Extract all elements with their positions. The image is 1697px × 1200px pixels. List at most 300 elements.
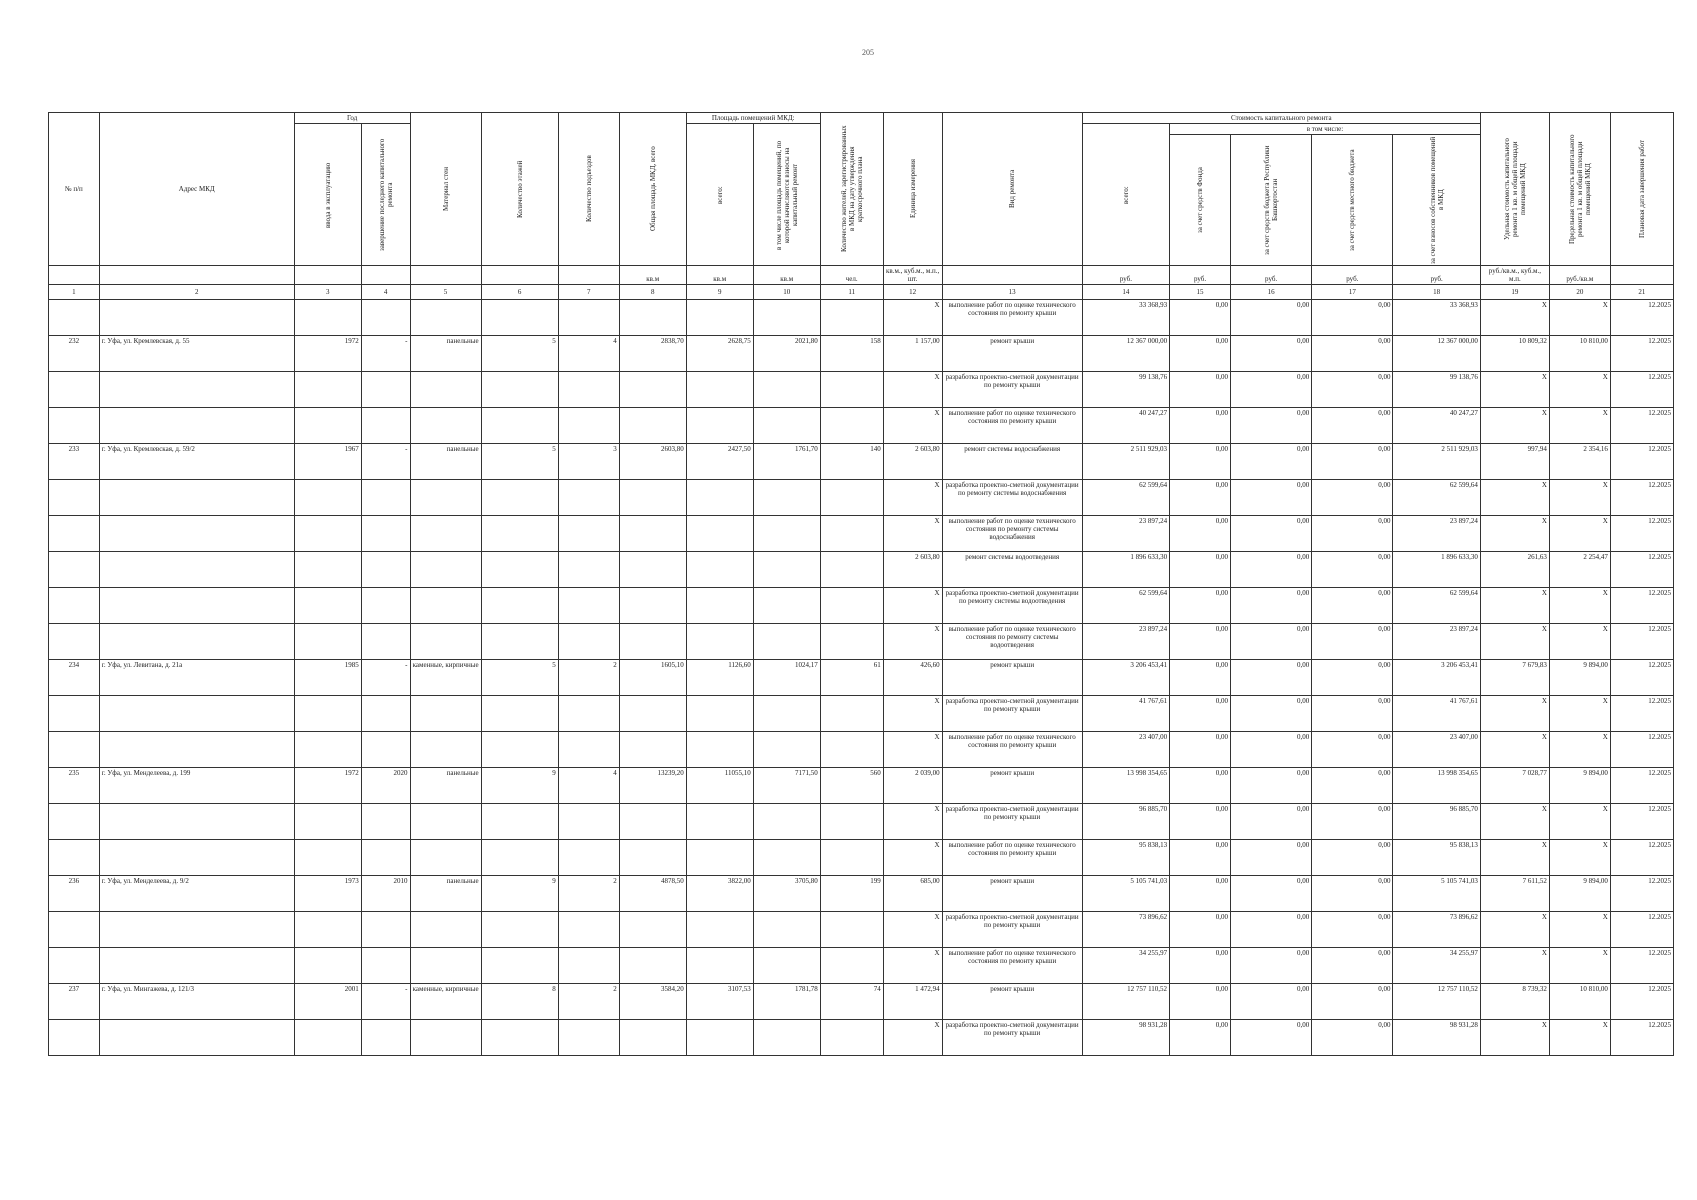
header-plan-date: Плановая дата завершения работ — [1610, 113, 1673, 266]
row-max-cost: X — [1549, 948, 1610, 984]
row-year-commission — [294, 696, 361, 732]
unit-cell: кв.м — [619, 266, 686, 285]
row-floors: 5 — [481, 444, 558, 480]
row-residents — [820, 948, 883, 984]
row-specific-cost: X — [1480, 912, 1549, 948]
row-wall-material — [410, 732, 481, 768]
row-total-area: 4878,50 — [619, 876, 686, 912]
row-plan-date: 12.2025 — [1610, 588, 1673, 624]
row-total-area — [619, 480, 686, 516]
row-unit-value: 1 472,94 — [883, 984, 942, 1020]
row-address — [99, 804, 294, 840]
table-row — [49, 624, 1674, 660]
row-residents: 560 — [820, 768, 883, 804]
row-cost-republic: 0,00 — [1230, 876, 1311, 912]
column-number: 13 — [942, 285, 1082, 300]
row-residents — [820, 372, 883, 408]
row-total-area — [619, 300, 686, 336]
row-floors: 5 — [481, 660, 558, 696]
row-cost-local: 0,00 — [1312, 588, 1393, 624]
row-year-commission — [294, 624, 361, 660]
row-premises-sub — [753, 732, 820, 768]
row-cost-owners: 98 931,28 — [1393, 1020, 1480, 1056]
row-work-type: разработка проектно-сметной документации по ремонту крыши — [942, 912, 1082, 948]
column-numbers-row — [49, 285, 1674, 300]
row-specific-cost: 261,63 — [1480, 552, 1549, 588]
table-row — [49, 552, 1674, 588]
row-address: г. Уфа, ул. Менделеева, д. 199 — [99, 768, 294, 804]
row-cost-fund: 0,00 — [1170, 840, 1231, 876]
row-cost-owners: 3 206 453,41 — [1393, 660, 1480, 696]
row-address — [99, 624, 294, 660]
header-num: № п/п — [49, 113, 100, 266]
row-year-last-repair — [361, 1020, 410, 1056]
row-work-type: разработка проектно-сметной документации по ремонту системы водоотведения — [942, 588, 1082, 624]
row-unit-value: 685,00 — [883, 876, 942, 912]
row-residents: 199 — [820, 876, 883, 912]
row-cost-total: 13 998 354,65 — [1082, 768, 1169, 804]
row-number — [49, 732, 100, 768]
row-premises-total — [686, 588, 753, 624]
row-work-type: выполнение работ по оценке технического состояния по ремонту крыши — [942, 732, 1082, 768]
row-unit-value: X — [883, 840, 942, 876]
row-cost-local: 0,00 — [1312, 768, 1393, 804]
row-cost-owners: 99 138,76 — [1393, 372, 1480, 408]
row-cost-owners: 41 767,61 — [1393, 696, 1480, 732]
row-max-cost: X — [1549, 696, 1610, 732]
row-year-commission — [294, 588, 361, 624]
row-premises-sub — [753, 804, 820, 840]
row-year-commission — [294, 552, 361, 588]
row-address — [99, 588, 294, 624]
row-max-cost: 2 254,47 — [1549, 552, 1610, 588]
row-cost-local: 0,00 — [1312, 840, 1393, 876]
row-max-cost: X — [1549, 516, 1610, 552]
row-premises-sub: 7171,50 — [753, 768, 820, 804]
row-address — [99, 480, 294, 516]
row-total-area — [619, 408, 686, 444]
row-year-commission — [294, 372, 361, 408]
header-max-cost: Предельная стоимость капитального ремонта 1 кв. м общей площади помещений МКД — [1549, 113, 1610, 266]
row-address: г. Уфа, ул. Менделеева, д. 9/2 — [99, 876, 294, 912]
row-year-commission: 2001 — [294, 984, 361, 1020]
row-residents: 61 — [820, 660, 883, 696]
row-plan-date: 12.2025 — [1610, 912, 1673, 948]
row-unit-value: 2 603,80 — [883, 552, 942, 588]
row-premises-total — [686, 804, 753, 840]
row-cost-republic: 0,00 — [1230, 336, 1311, 372]
row-cost-owners: 23 897,24 — [1393, 624, 1480, 660]
row-year-commission — [294, 1020, 361, 1056]
row-cost-local: 0,00 — [1312, 552, 1393, 588]
row-unit-value: X — [883, 732, 942, 768]
column-number: 1 — [49, 285, 100, 300]
row-premises-total: 2427,50 — [686, 444, 753, 480]
row-cost-local: 0,00 — [1312, 444, 1393, 480]
row-number — [49, 408, 100, 444]
row-floors: 9 — [481, 768, 558, 804]
row-year-last-repair — [361, 588, 410, 624]
header-entrances: Количество подъездов — [558, 113, 619, 266]
table-row — [49, 588, 1674, 624]
row-cost-fund: 0,00 — [1170, 408, 1231, 444]
row-cost-total: 98 931,28 — [1082, 1020, 1169, 1056]
row-cost-fund: 0,00 — [1170, 480, 1231, 516]
row-entrances — [558, 1020, 619, 1056]
column-number: 15 — [1170, 285, 1231, 300]
row-cost-republic: 0,00 — [1230, 696, 1311, 732]
row-premises-total — [686, 300, 753, 336]
column-number: 3 — [294, 285, 361, 300]
table-row — [49, 840, 1674, 876]
row-work-type: разработка проектно-сметной документации по ремонту крыши — [942, 372, 1082, 408]
table-row — [49, 696, 1674, 732]
row-plan-date: 12.2025 — [1610, 444, 1673, 480]
row-cost-owners: 33 368,93 — [1393, 300, 1480, 336]
row-cost-local: 0,00 — [1312, 408, 1393, 444]
row-address: г. Уфа, ул. Кремлевская, д. 55 — [99, 336, 294, 372]
row-max-cost: X — [1549, 840, 1610, 876]
row-premises-total: 11055,10 — [686, 768, 753, 804]
row-residents — [820, 696, 883, 732]
row-cost-local: 0,00 — [1312, 300, 1393, 336]
row-address — [99, 948, 294, 984]
header-floors: Количество этажей — [481, 113, 558, 266]
row-cost-fund: 0,00 — [1170, 804, 1231, 840]
header-specific-cost: Удельная стоимость капитального ремонта 1 кв. м общей площади помещений МКД — [1480, 113, 1549, 266]
row-cost-republic: 0,00 — [1230, 984, 1311, 1020]
unit-cell: руб. — [1170, 266, 1231, 285]
row-premises-sub — [753, 588, 820, 624]
row-entrances — [558, 480, 619, 516]
row-premises-sub — [753, 1020, 820, 1056]
row-unit-value: X — [883, 480, 942, 516]
row-entrances: 2 — [558, 876, 619, 912]
row-unit-value: 2 603,80 — [883, 444, 942, 480]
header-year-last-repair: завершение последнего капитального ремонта — [361, 124, 410, 266]
header-premises-sub: в том числе площадь помещений, по которой начисляются взносы на капитальный ремонт — [753, 124, 820, 266]
row-unit-value: X — [883, 948, 942, 984]
row-residents — [820, 588, 883, 624]
row-floors — [481, 840, 558, 876]
row-entrances: 2 — [558, 660, 619, 696]
row-wall-material — [410, 480, 481, 516]
column-number: 10 — [753, 285, 820, 300]
row-work-type: ремонт системы водоснабжения — [942, 444, 1082, 480]
row-floors — [481, 912, 558, 948]
row-entrances — [558, 552, 619, 588]
header-work-type: Вид ремонта — [942, 113, 1082, 266]
row-total-area — [619, 624, 686, 660]
row-cost-fund: 0,00 — [1170, 732, 1231, 768]
row-total-area — [619, 1020, 686, 1056]
row-year-last-repair — [361, 300, 410, 336]
row-cost-local: 0,00 — [1312, 624, 1393, 660]
unit-cell: кв.м — [753, 266, 820, 285]
row-cost-fund: 0,00 — [1170, 1020, 1231, 1056]
row-work-type: выполнение работ по оценке технического состояния по ремонту крыши — [942, 948, 1082, 984]
row-cost-owners: 62 599,64 — [1393, 480, 1480, 516]
row-premises-sub: 1024,17 — [753, 660, 820, 696]
row-cost-fund: 0,00 — [1170, 552, 1231, 588]
row-address — [99, 912, 294, 948]
row-address — [99, 552, 294, 588]
row-total-area — [619, 840, 686, 876]
page-number: 205 — [862, 48, 874, 57]
row-cost-owners: 23 407,00 — [1393, 732, 1480, 768]
row-residents: 158 — [820, 336, 883, 372]
row-entrances: 4 — [558, 336, 619, 372]
unit-cell: чел. — [820, 266, 883, 285]
unit-cell: руб. — [1230, 266, 1311, 285]
row-cost-owners: 62 599,64 — [1393, 588, 1480, 624]
row-number: 235 — [49, 768, 100, 804]
row-floors — [481, 696, 558, 732]
header-premises-area: Площадь помещений МКД: — [686, 113, 820, 124]
capital-repair-table — [48, 112, 1674, 1056]
row-residents — [820, 840, 883, 876]
table-row — [49, 480, 1674, 516]
row-cost-owners: 34 255,97 — [1393, 948, 1480, 984]
row-cost-republic: 0,00 — [1230, 552, 1311, 588]
row-max-cost: X — [1549, 588, 1610, 624]
table-body — [49, 300, 1674, 1056]
row-wall-material — [410, 552, 481, 588]
row-cost-local: 0,00 — [1312, 732, 1393, 768]
unit-cell: руб./кв.м., куб.м., м.п. — [1480, 266, 1549, 285]
row-year-commission — [294, 516, 361, 552]
row-specific-cost: X — [1480, 300, 1549, 336]
row-specific-cost: 7 028,77 — [1480, 768, 1549, 804]
row-premises-sub — [753, 912, 820, 948]
row-total-area: 2603,80 — [619, 444, 686, 480]
row-work-type: ремонт крыши — [942, 336, 1082, 372]
row-entrances — [558, 912, 619, 948]
row-premises-sub: 1761,70 — [753, 444, 820, 480]
column-number: 7 — [558, 285, 619, 300]
column-number: 2 — [99, 285, 294, 300]
row-work-type: выполнение работ по оценке технического состояния по ремонту крыши — [942, 840, 1082, 876]
row-cost-total: 23 897,24 — [1082, 516, 1169, 552]
row-unit-value: X — [883, 588, 942, 624]
row-address — [99, 300, 294, 336]
table-row — [49, 984, 1674, 1020]
column-number: 5 — [410, 285, 481, 300]
row-cost-republic: 0,00 — [1230, 912, 1311, 948]
row-work-type: ремонт крыши — [942, 660, 1082, 696]
header-including: в том числе: — [1170, 124, 1481, 135]
row-specific-cost: X — [1480, 840, 1549, 876]
row-entrances — [558, 372, 619, 408]
row-wall-material — [410, 516, 481, 552]
row-premises-sub — [753, 624, 820, 660]
row-year-commission — [294, 408, 361, 444]
row-floors — [481, 552, 558, 588]
row-cost-local: 0,00 — [1312, 912, 1393, 948]
row-max-cost: 10 810,00 — [1549, 984, 1610, 1020]
row-max-cost: 9 894,00 — [1549, 876, 1610, 912]
row-floors: 9 — [481, 876, 558, 912]
row-residents — [820, 1020, 883, 1056]
row-plan-date: 12.2025 — [1610, 408, 1673, 444]
row-cost-total: 41 767,61 — [1082, 696, 1169, 732]
row-floors — [481, 804, 558, 840]
row-year-last-repair: - — [361, 984, 410, 1020]
unit-cell: кв.м., куб.м., м.п., шт. — [883, 266, 942, 285]
header-cost-local: за счет средств местного бюджета — [1312, 135, 1393, 266]
row-cost-fund: 0,00 — [1170, 768, 1231, 804]
row-address — [99, 372, 294, 408]
row-year-last-repair — [361, 516, 410, 552]
row-residents — [820, 912, 883, 948]
row-cost-total: 12 367 000,00 — [1082, 336, 1169, 372]
row-number — [49, 804, 100, 840]
row-wall-material — [410, 588, 481, 624]
row-plan-date: 12.2025 — [1610, 516, 1673, 552]
row-premises-sub: 3705,80 — [753, 876, 820, 912]
row-max-cost: X — [1549, 732, 1610, 768]
row-premises-total — [686, 732, 753, 768]
row-premises-total — [686, 480, 753, 516]
row-year-last-repair — [361, 912, 410, 948]
row-plan-date: 12.2025 — [1610, 984, 1673, 1020]
row-cost-owners: 95 838,13 — [1393, 840, 1480, 876]
row-wall-material: каменные, кирпичные — [410, 660, 481, 696]
row-premises-total: 1126,60 — [686, 660, 753, 696]
table-row — [49, 912, 1674, 948]
row-year-commission: 1967 — [294, 444, 361, 480]
row-unit-value: 2 039,00 — [883, 768, 942, 804]
row-cost-fund: 0,00 — [1170, 948, 1231, 984]
row-year-commission — [294, 912, 361, 948]
row-cost-republic: 0,00 — [1230, 444, 1311, 480]
row-premises-total: 3822,00 — [686, 876, 753, 912]
header-cost-owners: за счет взносов собственников помещений в МКД — [1393, 135, 1480, 266]
row-cost-total: 12 757 110,52 — [1082, 984, 1169, 1020]
row-premises-total — [686, 552, 753, 588]
row-cost-total: 62 599,64 — [1082, 588, 1169, 624]
row-residents — [820, 516, 883, 552]
row-cost-owners: 23 897,24 — [1393, 516, 1480, 552]
row-cost-local: 0,00 — [1312, 876, 1393, 912]
table-row — [49, 300, 1674, 336]
unit-cell: руб. — [1393, 266, 1480, 285]
row-specific-cost: X — [1480, 372, 1549, 408]
row-cost-local: 0,00 — [1312, 696, 1393, 732]
row-cost-total: 96 885,70 — [1082, 804, 1169, 840]
row-premises-sub — [753, 552, 820, 588]
row-specific-cost: 7 611,52 — [1480, 876, 1549, 912]
row-plan-date: 12.2025 — [1610, 372, 1673, 408]
header-year: Год — [294, 113, 410, 124]
row-cost-fund: 0,00 — [1170, 336, 1231, 372]
row-cost-republic: 0,00 — [1230, 1020, 1311, 1056]
row-cost-owners: 96 885,70 — [1393, 804, 1480, 840]
row-wall-material — [410, 624, 481, 660]
row-plan-date: 12.2025 — [1610, 300, 1673, 336]
row-premises-sub — [753, 408, 820, 444]
row-residents — [820, 624, 883, 660]
row-specific-cost: X — [1480, 948, 1549, 984]
row-cost-fund: 0,00 — [1170, 444, 1231, 480]
row-plan-date: 12.2025 — [1610, 480, 1673, 516]
row-cost-fund: 0,00 — [1170, 624, 1231, 660]
row-entrances — [558, 840, 619, 876]
row-cost-local: 0,00 — [1312, 480, 1393, 516]
column-number: 11 — [820, 285, 883, 300]
column-number: 20 — [1549, 285, 1610, 300]
table-row — [49, 660, 1674, 696]
row-year-commission: 1985 — [294, 660, 361, 696]
row-unit-value: X — [883, 804, 942, 840]
unit-cell: руб. — [1312, 266, 1393, 285]
row-year-commission: 1972 — [294, 336, 361, 372]
header-wall-material: Материал стен — [410, 113, 481, 266]
row-plan-date: 12.2025 — [1610, 1020, 1673, 1056]
row-wall-material — [410, 1020, 481, 1056]
column-number: 4 — [361, 285, 410, 300]
row-work-type: ремонт крыши — [942, 768, 1082, 804]
row-total-area — [619, 912, 686, 948]
row-entrances — [558, 732, 619, 768]
row-work-type: разработка проектно-сметной документации по ремонту крыши — [942, 804, 1082, 840]
unit-cell: руб. — [1082, 266, 1169, 285]
row-unit-value: 426,60 — [883, 660, 942, 696]
header-cost-fund: за счет средств Фонда — [1170, 135, 1231, 266]
row-cost-total: 2 511 929,03 — [1082, 444, 1169, 480]
row-work-type: выполнение работ по оценке технического состояния по ремонту крыши — [942, 300, 1082, 336]
row-cost-total: 40 247,27 — [1082, 408, 1169, 444]
row-wall-material: каменные, кирпичные — [410, 984, 481, 1020]
column-number: 12 — [883, 285, 942, 300]
table-row — [49, 732, 1674, 768]
row-wall-material — [410, 840, 481, 876]
row-cost-fund: 0,00 — [1170, 912, 1231, 948]
row-entrances — [558, 624, 619, 660]
row-total-area — [619, 516, 686, 552]
row-address — [99, 696, 294, 732]
row-cost-local: 0,00 — [1312, 516, 1393, 552]
row-plan-date: 12.2025 — [1610, 660, 1673, 696]
row-address — [99, 1020, 294, 1056]
unit-cell: кв.м — [686, 266, 753, 285]
row-cost-republic: 0,00 — [1230, 948, 1311, 984]
row-entrances — [558, 696, 619, 732]
column-number: 19 — [1480, 285, 1549, 300]
row-floors — [481, 300, 558, 336]
row-wall-material — [410, 372, 481, 408]
row-year-last-repair — [361, 624, 410, 660]
row-number: 233 — [49, 444, 100, 480]
row-year-commission — [294, 732, 361, 768]
row-cost-fund: 0,00 — [1170, 516, 1231, 552]
row-total-area: 13239,20 — [619, 768, 686, 804]
row-entrances: 3 — [558, 444, 619, 480]
row-specific-cost: X — [1480, 1020, 1549, 1056]
row-cost-republic: 0,00 — [1230, 516, 1311, 552]
table-row — [49, 948, 1674, 984]
row-plan-date: 12.2025 — [1610, 624, 1673, 660]
row-max-cost: X — [1549, 408, 1610, 444]
row-premises-total — [686, 408, 753, 444]
row-specific-cost: X — [1480, 408, 1549, 444]
row-cost-fund: 0,00 — [1170, 660, 1231, 696]
row-cost-republic: 0,00 — [1230, 588, 1311, 624]
row-number: 232 — [49, 336, 100, 372]
row-cost-total: 33 368,93 — [1082, 300, 1169, 336]
row-year-last-repair — [361, 480, 410, 516]
row-wall-material — [410, 696, 481, 732]
